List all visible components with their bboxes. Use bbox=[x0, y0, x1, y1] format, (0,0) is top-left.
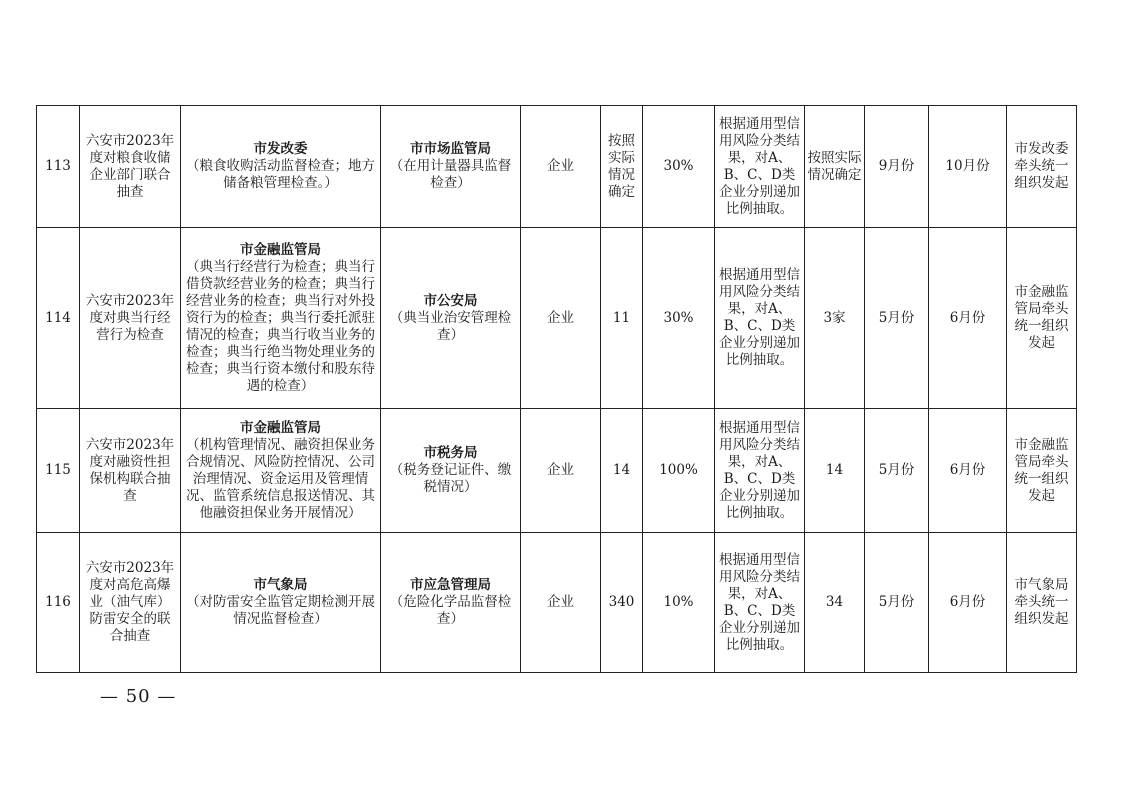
object-count: 14 bbox=[601, 409, 643, 533]
task-name: 六安市2023年度对高危高爆业（油气库）防雷安全的联合抽查 bbox=[80, 533, 181, 673]
end-month: 6月份 bbox=[929, 533, 1007, 673]
partner-inspection-items: （典当业治安管理检查） bbox=[389, 309, 512, 343]
table-row bbox=[37, 409, 1077, 533]
row-number: 115 bbox=[37, 409, 80, 533]
partner-inspection-items: （在用计量器具监督检查） bbox=[389, 158, 512, 191]
task-name: 六安市2023年度对典当行经营行为检查 bbox=[80, 228, 181, 409]
end-month: 10月份 bbox=[929, 106, 1007, 228]
sampling-quantity: 3家 bbox=[805, 228, 865, 409]
lead-inspection-items: （典当行经营行为检查；典当行借贷款经营业务的检查；典当行经营业务的检查；典当行对外投资行为的检查；典当行委托派驻情况的检查；典当行收当业务的检查；典当行绝当物处理业务的检查；典当行资本缴付和股东待遇的检查） bbox=[186, 258, 375, 394]
partner-department: 市市场监管局 bbox=[410, 141, 491, 157]
table-row bbox=[37, 228, 1077, 409]
sampling-method: 根据通用型信用风险分类结果，对A、B、C、D类企业分别递加比例抽取。 bbox=[715, 533, 805, 673]
partner-inspection-items: （危险化学品监督检查） bbox=[389, 594, 512, 627]
inspection-object: 企业 bbox=[521, 228, 601, 409]
start-month: 5月份 bbox=[865, 533, 929, 673]
inspection-object: 企业 bbox=[521, 409, 601, 533]
sampling-method: 根据通用型信用风险分类结果，对A、B、C、D类企业分别递加比例抽取。 bbox=[715, 106, 805, 228]
start-month: 5月份 bbox=[865, 409, 929, 533]
lead-inspection-items: （对防雷安全监管定期检测开展情况监督检查） bbox=[186, 594, 375, 627]
sampling-ratio: 30% bbox=[643, 106, 715, 228]
start-month: 5月份 bbox=[865, 228, 929, 409]
lead-inspection-items: （粮食收购活动监督检查；地方储备粮管理检查。） bbox=[186, 158, 375, 191]
partner-department-cell bbox=[381, 533, 521, 673]
lead-department-cell bbox=[181, 106, 381, 228]
lead-department-cell bbox=[181, 228, 381, 409]
partner-department-cell bbox=[381, 228, 521, 409]
lead-department: 市金融监管局 bbox=[240, 241, 321, 258]
partner-department: 市应急管理局 bbox=[410, 577, 491, 593]
row-number: 116 bbox=[37, 533, 80, 673]
page-number: — 50 — bbox=[100, 686, 177, 707]
sampling-quantity: 34 bbox=[805, 533, 865, 673]
task-name: 六安市2023年度对粮食收储企业部门联合抽查 bbox=[80, 106, 181, 228]
lead-inspection-items: （机构管理情况、融资担保业务合规情况、风险防控情况、公司治理情况、资金运用及管理情况、监管系统信息报送情况、其他融资担保业务开展情况） bbox=[186, 436, 375, 521]
sampling-quantity: 按照实际情况确定 bbox=[805, 106, 865, 228]
partner-department-cell bbox=[381, 409, 521, 533]
object-count: 340 bbox=[601, 533, 643, 673]
sampling-method: 根据通用型信用风险分类结果，对A、B、C、D类企业分别递加比例抽取。 bbox=[715, 228, 805, 409]
row-number: 113 bbox=[37, 106, 80, 228]
end-month: 6月份 bbox=[929, 409, 1007, 533]
sampling-ratio: 10% bbox=[643, 533, 715, 673]
table-row bbox=[37, 533, 1077, 673]
partner-department-cell bbox=[381, 106, 521, 228]
remark: 市发改委牵头统一组织发起 bbox=[1007, 106, 1077, 228]
sampling-ratio: 100% bbox=[643, 409, 715, 533]
lead-department: 市气象局 bbox=[253, 577, 308, 593]
remark: 市金融监管局牵头统一组织发起 bbox=[1007, 409, 1077, 533]
end-month: 6月份 bbox=[929, 228, 1007, 409]
remark: 市金融监管局牵头统一组织发起 bbox=[1007, 228, 1077, 409]
inspection-object: 企业 bbox=[521, 106, 601, 228]
sampling-method: 根据通用型信用风险分类结果，对A、B、C、D类企业分别递加比例抽取。 bbox=[715, 409, 805, 533]
task-name: 六安市2023年度对融资性担保机构联合抽查 bbox=[80, 409, 181, 533]
sampling-ratio: 30% bbox=[643, 228, 715, 409]
lead-department-cell bbox=[181, 533, 381, 673]
lead-department: 市金融监管局 bbox=[240, 419, 321, 436]
start-month: 9月份 bbox=[865, 106, 929, 228]
object-count: 11 bbox=[601, 228, 643, 409]
partner-department: 市税务局 bbox=[423, 445, 478, 461]
table-body bbox=[37, 106, 1077, 673]
partner-department: 市公安局 bbox=[423, 292, 478, 309]
inspection-object: 企业 bbox=[521, 533, 601, 673]
table-row bbox=[37, 106, 1077, 228]
lead-department-cell bbox=[181, 409, 381, 533]
inspection-plan-table bbox=[36, 105, 1077, 673]
partner-inspection-items: （税务登记证件、缴税情况） bbox=[389, 462, 512, 495]
remark: 市气象局牵头统一组织发起 bbox=[1007, 533, 1077, 673]
row-number: 114 bbox=[37, 228, 80, 409]
lead-department: 市发改委 bbox=[253, 141, 308, 157]
sampling-quantity: 14 bbox=[805, 409, 865, 533]
object-count: 按照实际情况确定 bbox=[601, 106, 643, 228]
